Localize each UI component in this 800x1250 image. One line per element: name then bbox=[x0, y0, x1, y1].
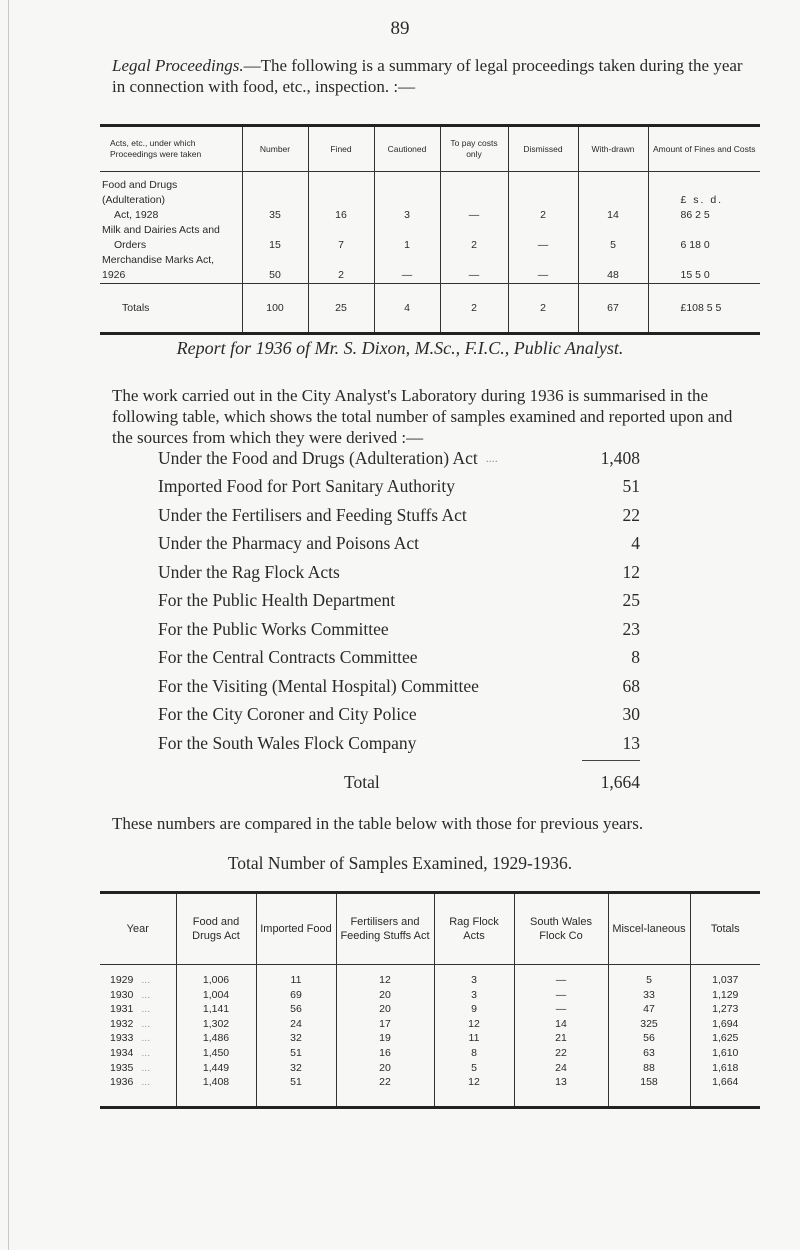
table-row bbox=[100, 253, 760, 284]
legal-header-row bbox=[100, 126, 760, 172]
table-row bbox=[100, 1061, 760, 1076]
currency-header: £ s. d. bbox=[680, 194, 724, 206]
cell-misc: 33 bbox=[608, 988, 690, 1003]
intro-paragraph bbox=[112, 55, 752, 97]
cell-fert: 22 bbox=[336, 1075, 434, 1107]
header-rag-flock: Rag Flock Acts bbox=[434, 893, 514, 965]
total-costs-only: 2 bbox=[440, 284, 508, 334]
cell-food: 1,004 bbox=[176, 988, 256, 1003]
header-south-wales: South Wales Flock Co bbox=[514, 893, 608, 965]
table-row bbox=[100, 1017, 760, 1032]
cell-fert: 19 bbox=[336, 1031, 434, 1046]
cell-total: 1,129 bbox=[690, 988, 760, 1003]
list-item: Under the Rag Flock Acts 12 bbox=[158, 561, 640, 582]
cell-costs-only: — bbox=[440, 253, 508, 284]
cell-imported: 24 bbox=[256, 1017, 336, 1032]
cell-misc: 325 bbox=[608, 1017, 690, 1032]
cell-fined: 2 bbox=[308, 253, 374, 284]
act-name: Merchandise Marks Act, 1926 bbox=[102, 254, 215, 281]
cell-cautioned: 3 bbox=[374, 172, 440, 224]
cell-withdrawn: 48 bbox=[578, 253, 648, 284]
legal-proceedings-table bbox=[100, 124, 760, 335]
cell-south: — bbox=[514, 988, 608, 1003]
header-amount: Amount of Fines and Costs bbox=[648, 126, 760, 172]
list-item: Imported Food for Port Sanitary Authority 51 bbox=[158, 476, 640, 497]
header-miscellaneous: Miscel-laneous bbox=[608, 893, 690, 965]
cell-misc: 5 bbox=[608, 965, 690, 988]
cell-number: 15 bbox=[242, 223, 308, 253]
cell-food: 1,006 bbox=[176, 965, 256, 988]
header-year: Year bbox=[100, 893, 176, 965]
cell-total: 1,625 bbox=[690, 1031, 760, 1046]
cell-food: 1,486 bbox=[176, 1031, 256, 1046]
cell-amount: 6 18 0 bbox=[648, 223, 760, 253]
cell-costs-only: — bbox=[440, 172, 508, 224]
cell-total: 1,273 bbox=[690, 1002, 760, 1017]
total-number: 100 bbox=[242, 284, 308, 334]
table-row bbox=[100, 1046, 760, 1061]
cell-fert: 16 bbox=[336, 1046, 434, 1061]
cell-year: 1935 ... bbox=[110, 1061, 151, 1074]
table-row bbox=[100, 1002, 760, 1017]
list-item: For the Public Works Committee 23 bbox=[158, 618, 640, 639]
header-food-drugs: Food and Drugs Act bbox=[176, 893, 256, 965]
total-cautioned: 4 bbox=[374, 284, 440, 334]
cell-south: — bbox=[514, 965, 608, 988]
list-item: Under the Food and Drugs (Adulteration) Act .... 1,408 bbox=[158, 447, 640, 468]
header-totals: Totals bbox=[690, 893, 760, 965]
list-item: Under the Pharmacy and Poisons Act 4 bbox=[158, 533, 640, 554]
cell-imported: 69 bbox=[256, 988, 336, 1003]
cell-amount: 15 5 0 bbox=[648, 253, 760, 284]
history-table-title: Total Number of Samples Examined, 1929-1936. bbox=[227, 853, 573, 873]
cell-south: — bbox=[514, 1002, 608, 1017]
cell-fined: 16 bbox=[308, 172, 374, 224]
cell-year: 1934 ... bbox=[110, 1046, 151, 1059]
table-row bbox=[100, 1031, 760, 1046]
cell-food: 1,408 bbox=[176, 1075, 256, 1107]
total-rule bbox=[582, 760, 640, 761]
cell-rag: 12 bbox=[434, 1017, 514, 1032]
cell-total: 1,610 bbox=[690, 1046, 760, 1061]
act-name: Milk and Dairies Acts and Orders bbox=[102, 224, 220, 251]
total-amount: £108 5 5 bbox=[648, 284, 760, 334]
list-item: Under the Fertilisers and Feeding Stuffs Act 22 bbox=[158, 504, 640, 525]
cell-year: 1932 ... bbox=[110, 1017, 151, 1030]
cell-fert: 17 bbox=[336, 1017, 434, 1032]
cell-dismissed: — bbox=[508, 223, 578, 253]
total-withdrawn: 67 bbox=[578, 284, 648, 334]
list-item: For the Visiting (Mental Hospital) Committee 68 bbox=[158, 675, 640, 696]
samples-total-label: Total bbox=[344, 772, 380, 792]
table-row bbox=[100, 172, 760, 224]
cell-cautioned: — bbox=[374, 253, 440, 284]
cell-imported: 56 bbox=[256, 1002, 336, 1017]
cell-fert: 20 bbox=[336, 1061, 434, 1076]
cell-fert: 12 bbox=[336, 965, 434, 988]
cell-imported: 32 bbox=[256, 1031, 336, 1046]
cell-rag: 11 bbox=[434, 1031, 514, 1046]
cell-year: 1933 ... bbox=[110, 1032, 151, 1045]
table-row bbox=[100, 1075, 760, 1107]
cell-misc: 47 bbox=[608, 1002, 690, 1017]
act-name: Food and Drugs (Adulteration) Act, 1928 bbox=[102, 179, 178, 221]
totals-label: Totals bbox=[100, 284, 242, 334]
cell-food: 1,450 bbox=[176, 1046, 256, 1061]
cell-year: 1930 ... bbox=[110, 988, 151, 1001]
cell-total: 1,694 bbox=[690, 1017, 760, 1032]
list-item: For the South Wales Flock Company 13 bbox=[158, 732, 640, 753]
cell-fert: 20 bbox=[336, 1002, 434, 1017]
list-item: For the City Coroner and City Police 30 bbox=[158, 704, 640, 725]
cell-misc: 56 bbox=[608, 1031, 690, 1046]
cell-year: 1929 ... bbox=[110, 974, 151, 986]
cell-food: 1,302 bbox=[176, 1017, 256, 1032]
cell-misc: 158 bbox=[608, 1075, 690, 1107]
cell-south: 24 bbox=[514, 1061, 608, 1076]
report-paragraph: The work carried out in the City Analyst's Laboratory during 1936 is summarised in the following table, which shows the total number of samples examined and reported upon and the sources from which they were derived :— bbox=[112, 386, 733, 447]
cell-withdrawn: 14 bbox=[578, 172, 648, 224]
header-cautioned: Cautioned bbox=[374, 126, 440, 172]
cell-imported: 11 bbox=[256, 965, 336, 988]
cell-year: 1931 ... bbox=[110, 1003, 151, 1016]
history-header-row bbox=[100, 893, 760, 965]
cell-total: 1,664 bbox=[690, 1075, 760, 1107]
cell-total: 1,618 bbox=[690, 1061, 760, 1076]
total-fined: 25 bbox=[308, 284, 374, 334]
cell-year: 1936 ... bbox=[110, 1076, 151, 1089]
cell-rag: 3 bbox=[434, 988, 514, 1003]
cell-dismissed: 2 bbox=[508, 172, 578, 224]
cell-misc: 63 bbox=[608, 1046, 690, 1061]
page-binding-line bbox=[8, 0, 9, 1250]
table-row bbox=[100, 988, 760, 1003]
cell-rag: 9 bbox=[434, 1002, 514, 1017]
cell-rag: 5 bbox=[434, 1061, 514, 1076]
header-dismissed: Dismissed bbox=[508, 126, 578, 172]
intro-text: —The following is a summary of legal proceedings taken during the year in connection with food, etc., inspection. :— bbox=[112, 56, 743, 96]
cell-south: 14 bbox=[514, 1017, 608, 1032]
list-item: For the Central Contracts Committee 8 bbox=[158, 647, 640, 668]
cell-south: 13 bbox=[514, 1075, 608, 1107]
cell-cautioned: 1 bbox=[374, 223, 440, 253]
header-fertilisers: Fertilisers and Feeding Stuffs Act bbox=[336, 893, 434, 965]
cell-number: 50 bbox=[242, 253, 308, 284]
cell-dismissed: — bbox=[508, 253, 578, 284]
totals-row bbox=[100, 284, 760, 334]
cell-fined: 7 bbox=[308, 223, 374, 253]
total-dismissed: 2 bbox=[508, 284, 578, 334]
cell-rag: 3 bbox=[434, 965, 514, 988]
header-withdrawn: With-drawn bbox=[578, 126, 648, 172]
header-imported-food: Imported Food bbox=[256, 893, 336, 965]
table-row bbox=[100, 965, 760, 988]
cell-south: 21 bbox=[514, 1031, 608, 1046]
cell-imported: 32 bbox=[256, 1061, 336, 1076]
list-item: For the Public Health Department 25 bbox=[158, 590, 640, 611]
report-title: Report for 1936 of Mr. S. Dixon, M.Sc., F.I.C., Public Analyst. bbox=[176, 338, 624, 358]
cell-imported: 51 bbox=[256, 1075, 336, 1107]
cell-fert: 20 bbox=[336, 988, 434, 1003]
history-table bbox=[100, 891, 760, 1109]
samples-total bbox=[344, 772, 640, 793]
cell-rag: 12 bbox=[434, 1075, 514, 1107]
header-fined: Fined bbox=[308, 126, 374, 172]
cell-rag: 8 bbox=[434, 1046, 514, 1061]
cell-amount: £ s. d. 86 2 5 bbox=[648, 172, 760, 224]
samples-total-value: 1,664 bbox=[600, 772, 640, 792]
samples-list bbox=[158, 444, 640, 758]
page-number: 89 bbox=[390, 18, 410, 39]
header-number: Number bbox=[242, 126, 308, 172]
cell-costs-only: 2 bbox=[440, 223, 508, 253]
compare-text: These numbers are compared in the table below with those for previous years. bbox=[112, 814, 644, 833]
header-costs-only: To pay costs only bbox=[440, 126, 508, 172]
cell-withdrawn: 5 bbox=[578, 223, 648, 253]
cell-food: 1,141 bbox=[176, 1002, 256, 1017]
cell-total: 1,037 bbox=[690, 965, 760, 988]
cell-food: 1,449 bbox=[176, 1061, 256, 1076]
cell-misc: 88 bbox=[608, 1061, 690, 1076]
cell-south: 22 bbox=[514, 1046, 608, 1061]
cell-imported: 51 bbox=[256, 1046, 336, 1061]
cell-number: 35 bbox=[242, 172, 308, 224]
table-row bbox=[100, 223, 760, 253]
intro-lead: Legal Proceedings. bbox=[112, 56, 244, 75]
header-acts: Acts, etc., under which Proceedings were taken bbox=[100, 126, 242, 172]
